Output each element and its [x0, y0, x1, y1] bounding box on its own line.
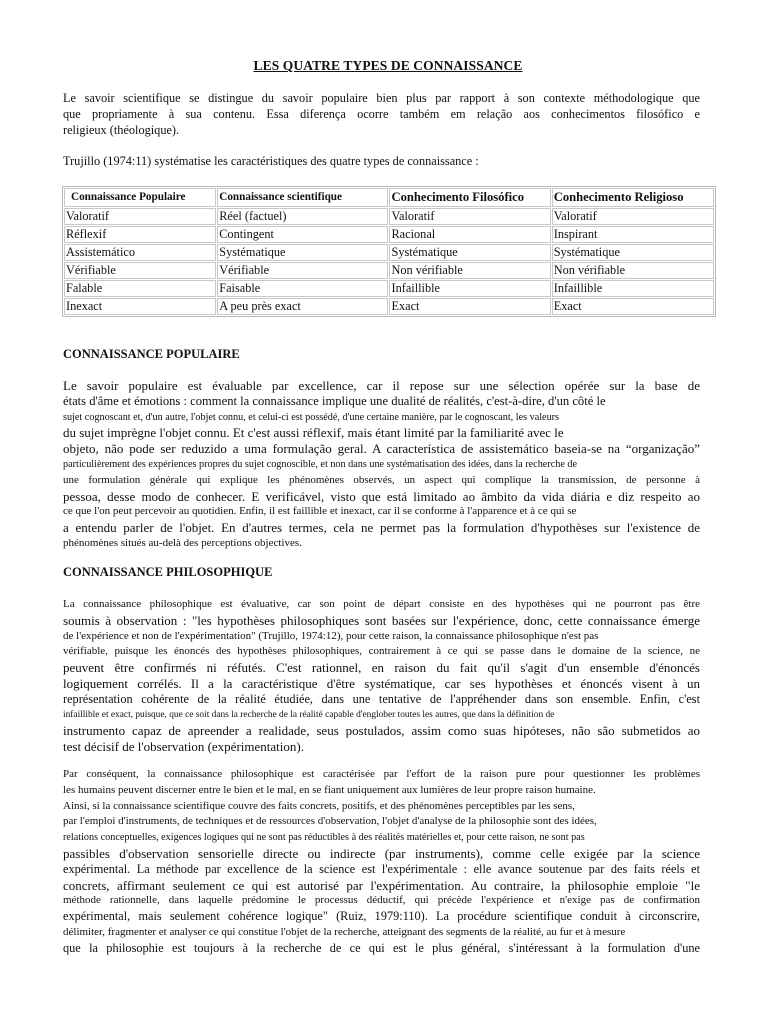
table-cell: Non vérifiable [552, 262, 714, 279]
philosophical-paragraph-2 [63, 767, 700, 957]
paragraph-line: infaillible et exact, puisque, que ce soit dans la recherche de la réalité capable d'englober toutes les autres, que dans la définition de [63, 709, 555, 720]
table-row [64, 208, 714, 225]
table-row [64, 280, 714, 297]
document-title: LES QUATRE TYPES DE CONNAISSANCE [253, 58, 523, 73]
paragraph-line: par l'emploi d'instruments, de techniques et de ressources d'observation, l'objet d'analyse de la philosophie sont des idées, [63, 815, 597, 828]
philosophical-paragraph-1 [63, 597, 700, 755]
table-cell: Valoratif [552, 208, 714, 225]
table-header-cell: Conhecimento Religioso [552, 188, 714, 207]
intro-line: Le savoir scientifique se distingue du savoir populaire bien plus par rapport à son contexte méthodologique que [63, 91, 700, 105]
trujillo-paragraph [63, 154, 700, 170]
table-cell: Faisable [217, 280, 388, 297]
table-cell: Racional [389, 226, 550, 243]
paragraph-line: sujet cognoscant et, d'un autre, l'objet connu, et celui-ci est possédé, d'une certaine manière, par le cognoscant, les valeurs [63, 411, 560, 423]
table-row [64, 244, 714, 261]
paragraph-line: une formulation générale qui explique les phénomènes observés, un aspect qui complique la transmission, de personne à [63, 473, 700, 486]
paragraph-line: Ainsi, si la connaissance scientifique couvre des faits concrets, positifs, et des phénomènes perceptibles par les sens, [63, 799, 575, 812]
paragraph-line: soumis à observation : "les hypothèses philosophiques sont basées sur l'expérience, donc, cette connaissance émerge [63, 612, 700, 628]
table-cell: Vérifiable [217, 262, 388, 279]
paragraph-line: de l'expérience et non de l'expérimentation" (Trujillo, 1974:12), pour cette raison, la connaissance philosophique n'est pas [63, 629, 599, 642]
paragraph-line: Par conséquent, la connaissance philosophique est caractérisée par l'effort de la raison pure pour questionner les problèmes [63, 768, 700, 780]
table-cell: Réflexif [64, 226, 216, 243]
intro-line: que propriamente à sua contenu. Essa diferença ocorre também em relação aos conhecimentos filosófico e [63, 106, 700, 121]
table-cell: Exact [552, 298, 714, 315]
paragraph-line: pessoa, desse modo de conhecer. E verificável, visto que está limitado ao âmbito da vida diária e diz respeito ao [63, 488, 700, 504]
table-cell: Valoratif [64, 208, 216, 225]
section-heading-philosophical: CONNAISSANCE PHILOSOPHIQUE [63, 565, 273, 579]
table-cell: Valoratif [389, 208, 550, 225]
table-header-row [64, 188, 714, 207]
section-heading-popular: CONNAISSANCE POPULAIRE [63, 347, 240, 361]
table-cell: Systématique [217, 244, 388, 261]
table-cell: Vérifiable [64, 262, 216, 279]
paragraph-line: ce que l'on peut percevoir au quotidien. Enfin, il est faillible et inexact, car il se conforme à l'apparence et à ce qui se [63, 505, 577, 518]
paragraph-line: relations conceptuelles, exigences logiques qui ne sont pas réductibles à des réalités matérielles et, pour cette raison, ne sont pas [63, 832, 585, 844]
table-cell: Infaillible [389, 280, 550, 297]
table-cell: Non vérifiable [389, 262, 550, 279]
paragraph-line: du sujet imprègne l'objet connu. Et c'est aussi réflexif, mais étant limité par la familiarité avec le [63, 425, 564, 441]
table-cell: Assistemático [64, 244, 216, 261]
knowledge-types-table [62, 186, 716, 317]
paragraph-line: test décisif de l'observation (expérimentation). [63, 739, 304, 755]
paragraph-line: vérifiable, puisque les énoncés des hypothèses philosophiques, contrairement à ce qui se passe dans le domaine de la science, ne [63, 645, 700, 658]
table-header-cell: Conhecimento Filosófico [389, 188, 550, 207]
table-row [64, 298, 714, 315]
table-cell: Contingent [217, 226, 388, 243]
table-header-cell: Connaissance scientifique [217, 188, 388, 207]
paragraph-line: états d'âme et émotions : comment la connaissance implique une dualité de réalités, c'est-à-dire, d'un côté le [63, 393, 606, 408]
paragraph-line: expérimental. La méthode par excellence de la science est l'expérimentale : elle avance soutenue par des faits réels et [63, 861, 700, 876]
table-cell: Réel (factuel) [217, 208, 388, 225]
paragraph-line: a entendu parler de l'objet. En d'autres termes, cela ne permet pas la formulation d'hypothèses sur l'existence de [63, 520, 700, 536]
table-cell: A peu près exact [217, 298, 388, 315]
paragraph-line: méthode rationnelle, dans laquelle prédomine le processus déductif, qui précède l'expérience et n'exige pas de confirmation [63, 894, 700, 907]
intro-line: religieux (théologique). [63, 122, 180, 137]
paragraph-line: Le savoir populaire est évaluable par excellence, car il repose sur une sélection opérée sur la base de [63, 378, 700, 393]
paragraph-line: instrumento capaz de apreender a realidade, seus postulados, assim como suas hipóteses, não são submetidos ao [63, 723, 700, 739]
table-cell: Systématique [389, 244, 550, 261]
paragraph-line: que la philosophie est toujours à la recherche de ce qui est le plus général, s'intéressant à la formulation d'une [63, 940, 700, 955]
paragraph-line: expérimental, mais seulement cohérence logique" (Ruiz, 1979:110). La procédure scientifique conduit à circonscrire, [63, 909, 700, 924]
paragraph-line: les humains peuvent discerner entre le bien et le mal, en se fiant uniquement aux lumières de leur propre raison humaine. [63, 783, 596, 796]
paragraph-line: passibles d'observation sensorielle directe ou indirecte (par instruments), comme celle exigée par la science [63, 845, 700, 861]
table-cell: Infaillible [552, 280, 714, 297]
popular-paragraph [63, 378, 700, 552]
table-cell: Exact [389, 298, 550, 315]
table-cell: Inexact [64, 298, 216, 315]
table-header-cell: Connaissance Populaire [64, 188, 216, 207]
paragraph-line: représentation cohérente de la réalité étudiée, dans une tentative de l'appréhender dans son ensemble. Enfin, c'est [63, 691, 700, 706]
intro-paragraph [63, 91, 700, 138]
table-row [64, 226, 714, 243]
paragraph-line: peuvent être confirmés ni réfutés. C'est rationnel, en raison du fait qu'il s'agit d'un ensemble d'énoncés [63, 660, 700, 676]
paragraph-line: particulièrement des expériences propres du sujet cognoscible, et non dans une systématisation des idées, dans la recherche de [63, 458, 578, 470]
paragraph-line: logiquement corrélés. Il a la caractéristique d'être systématique, car ses hypothèses et énoncés visent à un [63, 675, 700, 691]
trujillo-line: Trujillo (1974:11) systématise les caractéristiques des quatre types de connaissance : [63, 154, 479, 168]
table-row [64, 262, 714, 279]
paragraph-line: délimiter, fragmenter et analyser ce qui constitue l'objet de la recherche, atteignant des segments de la réalité, au fur et à mesure [63, 925, 626, 938]
paragraph-line: objeto, não pode ser reduzido a uma formulação geral. A característica de assistemático baseia-se na “organização” [63, 441, 700, 457]
paragraph-line: concrets, affirmant seulement ce qui est autorisé par l'expérimentation. Au contraire, la philosophie emploie "le [63, 877, 700, 893]
table-cell: Systématique [552, 244, 714, 261]
table-cell: Falable [64, 280, 216, 297]
table-cell: Inspirant [552, 226, 714, 243]
paragraph-line: La connaissance philosophique est évaluative, car son point de départ consiste en des hypothèses qui ne pourront pas être [63, 598, 700, 610]
paragraph-line: phénomènes situés au-delà des perceptions objectives. [63, 536, 302, 549]
